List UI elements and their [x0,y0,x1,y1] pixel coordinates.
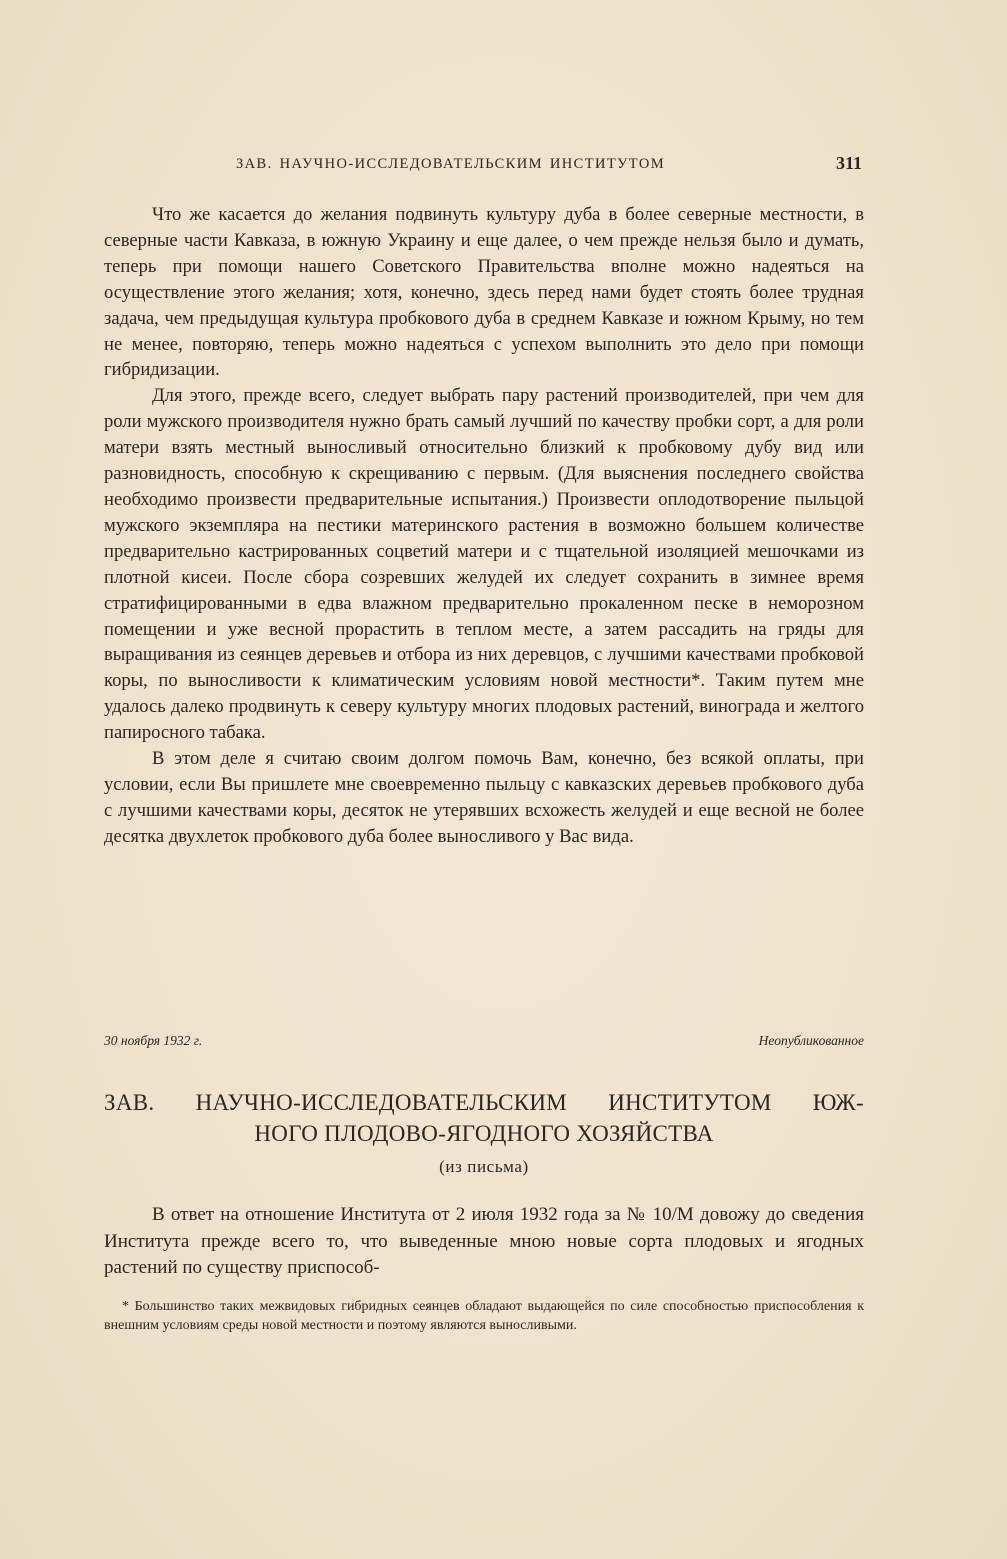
running-title: ЗАВ. НАУЧНО-ИССЛЕДОВАТЕЛЬСКИМ ИНСТИТУТОМ [236,156,665,172]
running-head [104,153,864,180]
letter-body [104,202,864,850]
section-title-line: ЗАВ. НАУЧНО-ИССЛЕДОВАТЕЛЬСКИМ ИНСТИТУТОМ ЮЖ- [104,1090,864,1115]
letter-body [104,1202,864,1282]
footnote: * Большинство таких межвидовых гибридных сеянцев обладают выдающейся по силе способностью приспособления к внешним условиям среды новой местности и поэтому являются выносливыми. [104,1299,864,1333]
paragraph: Что же касается до желания подвинуть культуру дуба в более северные местности, в северные части Кавказа, в южную Украину и еще далее, о чем прежде нельзя было и думать, теперь при помощи нашего Советского Правительства вполне можно надеяться на осуществление этого желания; хотя, конечно, здесь перед нами будет стоять более трудная задача, чем предыдущая культура пробкового дуба в среднем Кавказе и южном Крыму, но тем не менее, повторяю, теперь можно надеяться с успехом выполнить это дело при помощи гибридизации. [104,204,864,381]
paragraph: Для этого, прежде всего, следует выбрать пару растений производителей, при чем для роли мужского производителя нужно брать самый лучший по качеству пробки сорт, а для роли матери взять местный выносливый относительно близкий к пробковому дубу вид или разновидность, способную к скрещиванию с первым. (Для выяснения последнего свойства необходимо произвести предварительные испытания.) Произвести оплодотворение пыльцой мужского экземпляра на пестики материнского растения в возможно большем количестве предварительно кастрированных соцветий матери и с тщательной изоляцией мешочками из плотной кисеи. После сбора созревших желудей их следует сохранить в зимнее время стратифицированными в едва влажном предварительно прокаленном песке в неморозном помещении и уже весной прорастить в теплом месте, а затем рассадить на гряды для выращивания из сеянцев деревьев и отбора из них деревцов, с лучшими качествами пробковой коры, по выносливости к климатическим условиям новой местности*. Таким путем мне удалось далеко продвинуть к северу культуру многих плодовых растений, винограда и желтого папиросного табака. [104,385,864,744]
section-title-line: НОГО ПЛОДОВО-ЯГОДНОГО ХОЗЯЙСТВА [254,1121,714,1146]
letter-footer [104,1033,864,1053]
publication-status: Неопубликованное [758,1033,864,1048]
page-number: 311 [835,153,862,173]
section-subtitle: (из письма) [439,1157,529,1176]
letter-date: 30 ноября 1932 г. [104,1033,203,1048]
paragraph: В этом деле я считаю своим долгом помочь Вам, конечно, без всякой оплаты, при условии, если Вы пришлете мне своевременно пыльцу с кавказских деревьев пробкового дуба с лучшими качествами коры, десяток не утерявших всхожесть желудей и еще весной не более десятка двухлеток пробкового дуба более выносливого у Вас вида. [104,748,864,847]
section-title [104,1087,864,1149]
paragraph: В ответ на отношение Института от 2 июля 1932 года за № 10/М довожу до сведения Института прежде всего то, что выведенные мною новые сорта плодовых и ягодных растений по существу приспособ- [104,1204,864,1278]
